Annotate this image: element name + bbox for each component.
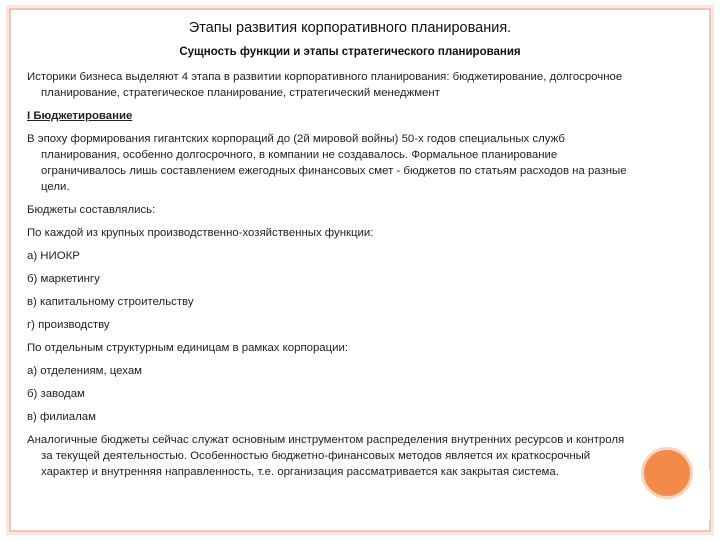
section-heading-budgeting: I Бюджетирование [27, 110, 133, 122]
frame-gap [702, 470, 710, 520]
by-function-label: По каждой из крупных производственно-хозяйственных функции: [27, 227, 374, 239]
list-item: а) отделениям, цехам [27, 365, 142, 377]
list-item: б) заводам [27, 388, 85, 400]
by-unit-label: По отдельным структурным единицам в рамках корпорации: [27, 342, 349, 354]
slide-title: Этапы развития корпоративного планирования. [188, 20, 512, 36]
list-item: б) маркетингу [27, 273, 100, 285]
list-item: в) капитальному строительству [27, 296, 194, 308]
budgets-compiled-label: Бюджеты составлялись: [27, 204, 156, 216]
slide-subtitle: Сущность функции и этапы стратегического планирования [179, 46, 521, 58]
intro-paragraph: Историки бизнеса выделяют 4 этапа в развитии корпоративного планирования: бюджетирование, долгосрочное планирование, стратегическое планирование, стратегический менеджмент [27, 71, 623, 99]
slide-body [27, 69, 637, 487]
list-item: г) производству [27, 319, 110, 331]
list-item: а) НИОКР [27, 250, 80, 262]
budgeting-description: В эпоху формирования гигантских корпораций до (2й мировой войны) 50-х годов специальных служб планирования, особенно долгосрочного, в компании не создавалось. Формальное планирование ограничивалось лишь составлением ежегодных финансовых смет - бюджетов по статьям расходов на разные цели. [27, 133, 627, 193]
list-item: в) филиалам [27, 411, 96, 423]
accent-circle-decoration [641, 447, 693, 499]
conclusion-paragraph: Аналогичные бюджеты сейчас служат основным инструментом распределения внутренних ресурсов и контроля за текущей деятельностью. Особенностью бюджетно-финансовых методов является их краткосрочный характер и внутренняя направленность, т.е. организация рассматривается как закрытая система. [27, 434, 625, 478]
